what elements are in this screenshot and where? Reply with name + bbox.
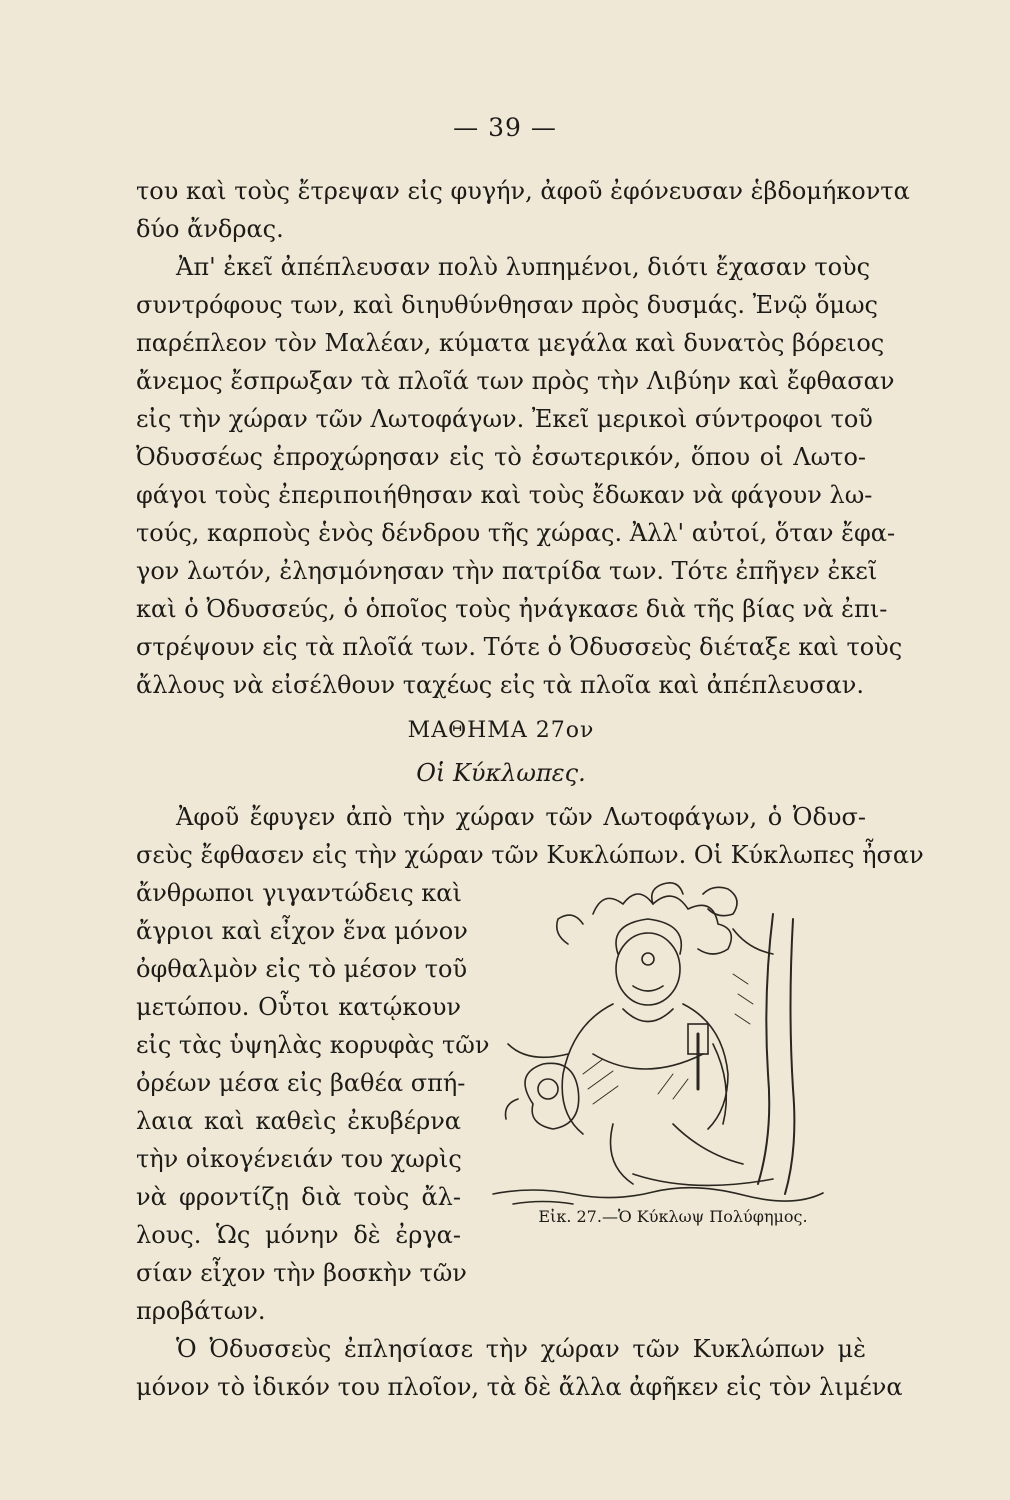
text-line: τὴν οἰκογένειάν του χωρὶς: [136, 1145, 462, 1173]
text-line: ὀρέων μέσα εἰς βαθέα σπή-: [136, 1069, 466, 1097]
text-line: Ἀπ' ἐκεῖ ἀπέπλευσαν πολὺ λυπημένοι, διότι ἔχασαν τοὺς: [176, 253, 871, 281]
figure-caption: Εἰκ. 27.—Ὁ Κύκλωψ Πολύφημος.: [538, 1207, 808, 1226]
text-line: συντρόφους των, καὶ διηυθύνθησαν πρὸς δυσμάς. Ἐνῷ ὅμως: [136, 291, 878, 319]
cyclops-illustration: [473, 874, 853, 1209]
text-line: εἰς τὴν χώραν τῶν Λωτοφάγων. Ἐκεῖ μερικοὶ σύντροφοι τοῦ: [136, 405, 873, 433]
text-line: Ὁ Ὀδυσσεὺς ἐπλησίασε τὴν χώραν τῶν Κυκλώπων μὲ: [176, 1335, 866, 1363]
text-line: του καὶ τοὺς ἔτρεψαν εἰς φυγήν, ἀφοῦ ἐφόνευσαν ἑβδομήκοντα: [136, 177, 910, 205]
text-line: καὶ ὁ Ὀδυσσεύς, ὁ ὁποῖος τοὺς ἠνάγκασε διὰ τῆς βίας νὰ ἐπι-: [136, 595, 888, 623]
wrapped-text-column: [136, 874, 490, 1330]
text-with-figure: [136, 874, 866, 1330]
text-line: μόνον τὸ ἰδικόν του πλοῖον, τὰ δὲ ἄλλα ἀφῆκεν εἰς τὸν λιμένα: [136, 1373, 903, 1401]
figure-cyclops: [461, 874, 866, 1330]
text-line: παρέπλεον τὸν Μαλέαν, κύματα μεγάλα καὶ δυνατὸς βόρειος: [136, 329, 885, 357]
lesson-title: Οἱ Κύκλωπες.: [416, 759, 586, 787]
text-line: μετώπου. Οὗτοι κατῴκουν: [136, 993, 461, 1021]
text-line: προβάτων.: [136, 1297, 266, 1325]
text-line: νὰ φροντίζῃ διὰ τοὺς ἄλ-: [136, 1183, 461, 1211]
text-line: λους. Ὡς μόνην δὲ ἐργα-: [136, 1221, 461, 1249]
text-line: δύο ἄνδρας.: [136, 215, 284, 243]
text-line: Ἀφοῦ ἔφυγεν ἀπὸ τὴν χώραν τῶν Λωτοφάγων, ὁ Ὀδυσ-: [176, 803, 866, 831]
text-line: εἰς τὰς ὑψηλὰς κορυφὰς τῶν: [136, 1031, 490, 1059]
text-line: σεὺς ἔφθασεν εἰς τὴν χώραν τῶν Κυκλώπων. Οἱ Κύκλωπες ἦσαν: [136, 841, 924, 869]
text-line: στρέψουν εἰς τὰ πλοῖά των. Τότε ὁ Ὀδυσσεὺς διέταξε καὶ τοὺς: [136, 633, 903, 661]
text-line: λαια καὶ καθεὶς ἐκυβέρνα: [136, 1107, 461, 1135]
text-line: σίαν εἶχον τὴν βοσκὴν τῶν: [136, 1259, 467, 1287]
text-line: Ὀδυσσέως ἐπροχώρησαν εἰς τὸ ἐσωτερικόν, ὅπου οἱ Λωτο-: [136, 443, 866, 471]
lesson-heading: ΜΑΘΗΜΑ 27ον: [407, 718, 595, 743]
text-line: τούς, καρποὺς ἑνὸς δένδρου τῆς χώρας. Ἀλλ' αὐτοί, ὅταν ἔφα-: [136, 519, 896, 547]
text-line: φάγοι τοὺς ἐπεριποιήθησαν καὶ τοὺς ἔδωκαν νὰ φάγουν λω-: [136, 481, 873, 509]
text-line: ἄγριοι καὶ εἶχον ἕνα μόνον: [136, 917, 468, 945]
text-line: ὀφθαλμὸν εἰς τὸ μέσον τοῦ: [136, 955, 468, 983]
text-line: ἄνθρωποι γιγαντώδεις καὶ: [136, 879, 462, 907]
page-text: [136, 172, 924, 1406]
text-line: ἄνεμος ἔσπρωξαν τὰ πλοῖά των πρὸς τὴν Λιβύην καὶ ἔφθασαν: [136, 367, 895, 395]
text-line: ἄλλους νὰ εἰσέλθουν ταχέως εἰς τὰ πλοῖα καὶ ἀπέπλευσαν.: [136, 671, 865, 699]
text-line: γον λωτόν, ἐλησμόνησαν τὴν πατρίδα των. Τότε ἐπῆγεν ἐκεῖ: [136, 557, 878, 585]
page-number: — 39 —: [453, 113, 557, 142]
